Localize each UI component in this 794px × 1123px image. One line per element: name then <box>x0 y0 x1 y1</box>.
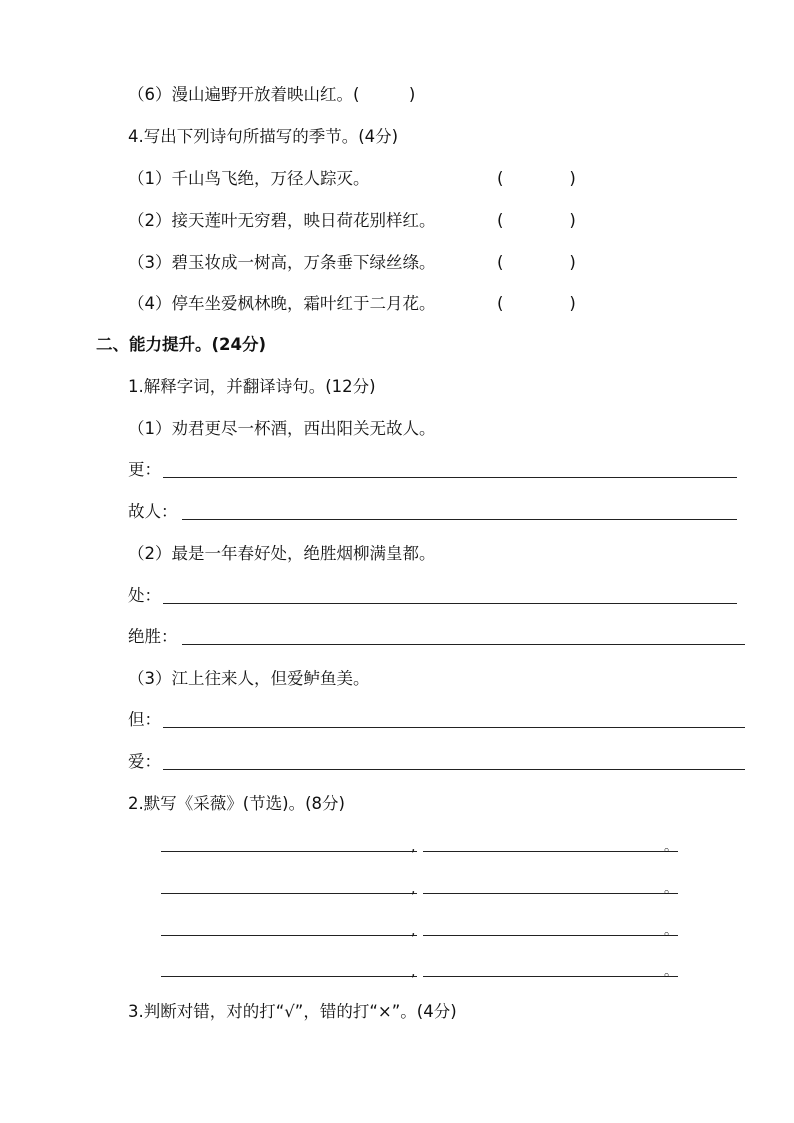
section-2-title: 二、能力提升。(24分) <box>96 335 267 354</box>
dictation-row-1-comma: , <box>411 839 416 855</box>
dictation-row-2-right[interactable] <box>423 893 678 894</box>
dictation-row-2-left[interactable] <box>161 893 417 894</box>
dictation-row-3-right[interactable] <box>423 935 678 936</box>
word-chu-label: 处： <box>128 586 161 605</box>
q4-item-3: （3）碧玉妆成一树高，万条垂下绿丝绦。 <box>128 253 436 272</box>
question-2-title: 2.默写《采薇》(节选)。(8分) <box>128 794 345 813</box>
question-6: （6）漫山遍野开放着映山红。( ) <box>128 85 416 104</box>
dictation-row-3-left[interactable] <box>161 935 417 936</box>
q4-item-1: （1）千山鸟飞绝，万径人踪灭。 <box>128 169 370 188</box>
dictation-row-4-period: 。 <box>664 964 678 980</box>
poem-1: （1）劝君更尽一杯酒，西出阳关无故人。 <box>128 419 436 438</box>
dictation-row-4-right[interactable] <box>423 976 678 977</box>
word-ai-label: 爱： <box>128 752 161 771</box>
word-guren-answer-line[interactable] <box>182 519 737 520</box>
dictation-row-3-period: 。 <box>664 923 678 939</box>
word-juesheng-answer-line[interactable] <box>182 644 745 645</box>
word-geng-answer-line[interactable] <box>163 477 737 478</box>
dictation-row-2-comma: , <box>411 881 416 897</box>
question-4-title: 4.写出下列诗句所描写的季节。(4分) <box>128 127 399 146</box>
dictation-row-1-period: 。 <box>664 839 678 855</box>
word-juesheng-label: 绝胜： <box>128 627 178 646</box>
poem-3: （3）江上往来人，但爱鲈鱼美。 <box>128 669 370 688</box>
q4-item-4: （4）停车坐爱枫林晚，霜叶红于二月花。 <box>128 294 436 313</box>
question-1-title: 1.解释字词，并翻译诗句。(12分) <box>128 377 376 396</box>
q4-item-4-answer[interactable]: ( ) <box>497 294 576 313</box>
dictation-row-2-period: 。 <box>664 881 678 897</box>
word-chu-answer-line[interactable] <box>163 603 737 604</box>
word-ai-answer-line[interactable] <box>163 769 745 770</box>
dictation-row-4-comma: , <box>411 964 416 980</box>
q4-item-2-answer[interactable]: ( ) <box>497 211 576 230</box>
question-3-title: 3.判断对错，对的打“√”，错的打“×”。(4分) <box>128 1002 457 1021</box>
q4-item-3-answer[interactable]: ( ) <box>497 253 576 272</box>
dictation-row-4-left[interactable] <box>161 976 417 977</box>
dictation-row-1-right[interactable] <box>423 851 678 852</box>
word-geng-label: 更： <box>128 460 161 479</box>
q4-item-2: （2）接天莲叶无穷碧，映日荷花别样红。 <box>128 211 436 230</box>
dictation-row-1-left[interactable] <box>161 851 417 852</box>
word-dan-label: 但： <box>128 710 161 729</box>
word-guren-label: 故人： <box>128 502 178 521</box>
q4-item-1-answer[interactable]: ( ) <box>497 169 576 188</box>
poem-2: （2）最是一年春好处，绝胜烟柳满皇都。 <box>128 544 436 563</box>
dictation-row-3-comma: , <box>411 923 416 939</box>
word-dan-answer-line[interactable] <box>163 727 745 728</box>
